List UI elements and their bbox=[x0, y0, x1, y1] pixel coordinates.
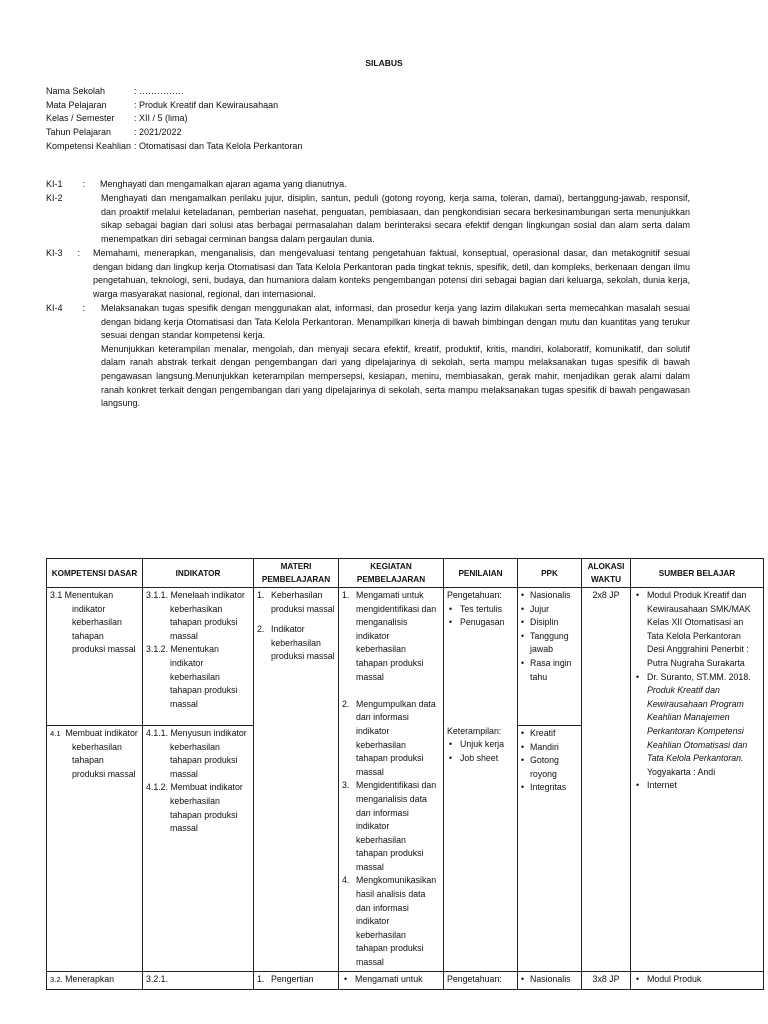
indikator-cell: 3.2.1. bbox=[143, 972, 254, 990]
kegiatan-list bbox=[342, 589, 440, 970]
ki-code: KI-4 : bbox=[46, 303, 86, 313]
ppk-list bbox=[521, 973, 578, 987]
info-value: : Otomatisasi dan Tata Kelola Perkantoran bbox=[134, 140, 303, 151]
list-item: • Modul Produk bbox=[634, 973, 760, 987]
list-item: • Job sheet bbox=[447, 752, 514, 766]
info-row bbox=[46, 126, 302, 140]
ki-text-continued: Menunjukkan keterampilan menalar, mengolah, dan menyaji secara efektif, kreatif, produktif, kritis, mandiri, kolaboratif, komunikatif, dan solutif dalam ranah abstrak terkait dengan pengembangan dari yang dipelajarinya di sekolah, serta mampu melaksanakan tugas spesifik di bawah pengawasan langsung.Menunjukkan keterampilan mempersepsi, kesiapan, meniru, membiasakan, gerak mahir, menjadikan gerak alami dalam ranah konkret terkait dengan pengembangan dari yang dipelajarinya di sekolah, serta mampu melaksanakan tugas spesifik di bawah pengawasan langsung. bbox=[101, 343, 690, 409]
table-header-row bbox=[47, 559, 764, 588]
sumber-cell bbox=[631, 972, 764, 990]
list-text: Mengidentifikasi dan menganalisis data dan informasi indikator keberhasilan tahapan produksi massal bbox=[356, 780, 437, 872]
list-item: • Kreatif bbox=[521, 727, 578, 741]
list-number: 4. bbox=[342, 875, 350, 886]
indikator-cell bbox=[143, 588, 254, 726]
ki-text: Menghayati dan mengamalkan ajaran agama yang dianutnya. bbox=[100, 179, 347, 189]
kd-description: Membuat indikator keberhasilan tahapan produksi massal bbox=[65, 728, 138, 779]
source-publisher: Yogyakarta : Andi bbox=[647, 766, 716, 777]
list-item: • Modul Produk Kreatif dan Kewirausahaan SMK/MAK Kelas XII Otomatisasi an Tata Kelola Perkantoran Desi Anggrahini Penerbit : Putra Nugraha Surakarta bbox=[634, 589, 760, 671]
kd-text bbox=[50, 727, 139, 781]
list-number: 1. bbox=[257, 590, 265, 600]
school-info bbox=[46, 85, 302, 153]
list-item bbox=[342, 779, 440, 874]
header-penilaian: PENILAIAN bbox=[444, 559, 518, 588]
syllabus-table bbox=[46, 558, 764, 990]
info-row bbox=[46, 140, 302, 154]
kd-number: 4.1 bbox=[50, 729, 61, 738]
info-row bbox=[46, 99, 302, 113]
list-text: Mengamati untuk mengidentifikasi dan menganalisis indikator keberhasilan tahapan produksi massal bbox=[356, 590, 437, 682]
list-item: • Mandiri bbox=[521, 741, 578, 755]
list-item bbox=[342, 874, 440, 969]
table-row bbox=[47, 972, 764, 990]
ppk-cell bbox=[518, 972, 582, 990]
list-number: 3. bbox=[342, 780, 350, 791]
table-row bbox=[47, 588, 764, 726]
kegiatan-cell bbox=[339, 588, 444, 972]
ki-code: KI-1 : bbox=[46, 179, 86, 189]
list-item bbox=[257, 589, 335, 616]
list-number: 1. bbox=[342, 590, 350, 600]
header-indikator: INDIKATOR bbox=[143, 559, 254, 588]
info-label: Tahun Pelajaran bbox=[46, 127, 112, 138]
list-item: • Nasionalis bbox=[521, 973, 578, 987]
penilaian-list bbox=[447, 603, 514, 630]
ki-text: Menghayati dan mengamalkan perilaku jujur, disiplin, santun, peduli (gotong royong, kerja sama, toleran, damai), bertanggung-jawab, responsif, dan proaktif melalui keteladanan, pemberian nasehat, penguatan, pembiasaan, dan pengkondisian secara berkesinambungan serta menunjukkan sikap sebagai bagian dari solusi atas berbagai permasalahan dalam berinteraksi secara efektif dengan lingkungan sosial dan alam serta dalam menempatkan diri sebagai cerminan bangsa dalam pergaulan dunia. bbox=[101, 193, 690, 244]
kegiatan-list bbox=[342, 973, 440, 987]
sumber-list bbox=[634, 973, 760, 987]
ki-text: Melaksanakan tugas spesifik dengan menggunakan alat, informasi, dan prosedur kerja yang lazim dilakukan serta memecahkan masalah sesuai dengan bidang kerja Otomatisasi dan Tata Kelola Perkantoran. Menampilkan kinerja di bawah bimbingan dengan mutu dan kuantitas yang terukur sesuai dengan standar kompetensi kerja. bbox=[101, 303, 690, 341]
info-row bbox=[46, 85, 302, 99]
kd-text: 3.1 Menentukan indikator keberhasilan tahapan produksi massal bbox=[50, 590, 136, 655]
header-sumber: SUMBER BELAJAR bbox=[631, 559, 764, 588]
list-text: Pengertian bbox=[271, 974, 314, 984]
info-value: : 2021/2022 bbox=[134, 127, 182, 138]
materi-cell bbox=[254, 588, 339, 972]
ki-4 bbox=[46, 302, 690, 411]
list-item: • Mengamati untuk bbox=[342, 973, 440, 987]
header-materi: MATERI PEMBELAJARAN bbox=[254, 559, 339, 588]
indikator-item: 3.1.1. Menelaah indikator keberhasikan tahapan produksi massal bbox=[146, 590, 245, 641]
list-item: • Rasa ingin tahu bbox=[521, 657, 578, 684]
indikator-item: 4.1.1. Menyusun indikator keberhasilan tahapan produksi massal bbox=[146, 728, 247, 779]
ki-2 bbox=[46, 192, 690, 246]
kd-cell bbox=[47, 726, 143, 972]
list-item: • Gotong royong bbox=[521, 754, 578, 781]
header-kompetensi-dasar: KOMPETENSI DASAR bbox=[47, 559, 143, 588]
penilaian-list bbox=[447, 738, 514, 765]
list-item bbox=[257, 623, 335, 664]
indikator-cell bbox=[143, 726, 254, 972]
kd-cell bbox=[47, 972, 143, 990]
source-author: Dr. Suranto, ST.MM. 2018. bbox=[647, 671, 751, 682]
header-alokasi: ALOKASI WAKTU bbox=[582, 559, 631, 588]
list-number: 1. bbox=[257, 974, 265, 984]
kd-number: 3.2. bbox=[50, 975, 63, 984]
list-item: • Penugasan bbox=[447, 616, 514, 630]
list-item: • Integritas bbox=[521, 781, 578, 795]
kd-cell bbox=[47, 588, 143, 726]
list-item: • Unjuk kerja bbox=[447, 738, 514, 752]
ppk-list bbox=[521, 589, 578, 684]
ppk-list bbox=[521, 727, 578, 795]
list-item: • Tanggung jawab bbox=[521, 630, 578, 657]
list-item bbox=[257, 973, 335, 987]
list-text: Indikator keberhasilan produksi massal bbox=[271, 624, 335, 662]
ki-code: KI-3 : bbox=[46, 248, 81, 258]
list-item bbox=[634, 671, 760, 780]
info-value: : …………… bbox=[134, 86, 185, 96]
document-title: SILABUS bbox=[365, 58, 403, 68]
header-ppk: PPK bbox=[518, 559, 582, 588]
ki-1 bbox=[46, 178, 690, 192]
list-number: 2. bbox=[342, 698, 350, 709]
alokasi-cell: 2x8 JP bbox=[582, 588, 631, 972]
list-item: • Disiplin bbox=[521, 616, 578, 630]
list-item bbox=[342, 589, 440, 684]
info-label: Nama Sekolah bbox=[46, 86, 106, 96]
penilaian-cell bbox=[444, 588, 518, 972]
info-label: Kompetensi Keahlian bbox=[46, 140, 132, 151]
penilaian-label: Pengetahuan: bbox=[447, 590, 502, 600]
kegiatan-cell bbox=[339, 972, 444, 990]
alokasi-cell: 3x8 JP bbox=[582, 972, 631, 990]
info-value: : XII / 5 (lima) bbox=[134, 113, 188, 124]
list-item: • Internet bbox=[634, 779, 760, 793]
info-value: : Produk Kreatif dan Kewirausahaan bbox=[134, 99, 279, 110]
list-text: Mengumpulkan data dan informasi indikator keberhasilan tahapan produksi massal bbox=[356, 698, 436, 777]
list-item: • Tes tertulis bbox=[447, 603, 514, 617]
ppk-cell bbox=[518, 726, 582, 972]
header-kegiatan: KEGIATAN PEMBELAJARAN bbox=[339, 559, 444, 588]
sumber-cell bbox=[631, 588, 764, 972]
materi-list bbox=[257, 973, 335, 987]
info-row bbox=[46, 112, 302, 126]
indikator-item: 3.1.2. Menentukan indikator keberhasilan tahapan produksi massal bbox=[146, 644, 238, 709]
penilaian-cell: Pengetahuan: bbox=[444, 972, 518, 990]
ki-code: KI-2 bbox=[46, 193, 63, 203]
info-label: Mata Pelajaran bbox=[46, 99, 107, 110]
ki-text: Memahami, menerapkan, menganalisis, dan mengevaluasi tentang pengetahuan faktual, konseptual, operasional dasar, dan metakognitif sesuai dengan bidang dan lingkup kerja Otomatisasi dan Tata Kelola Perkantoran pada tingkat teknis, spesifik, detil, dan kompleks, berkenaan dengan ilmu pengetahuan, teknologi, seni, budaya, dan humaniora dalam konteks pengembangan potensi diri sebagai bagian dari keluarga, sekolah, dunia kerja, warga masyarakat nasional, regional, dan internasional. bbox=[93, 248, 690, 299]
list-text: Mengkomunikasikan hasil analisis data dan informasi indikator keberhasilan tahapan produksi massal bbox=[356, 875, 437, 968]
list-item bbox=[342, 698, 440, 780]
ppk-cell bbox=[518, 588, 582, 726]
list-item: • Nasionalis bbox=[521, 589, 578, 603]
list-number: 2. bbox=[257, 624, 265, 635]
list-item: • Jujur bbox=[521, 603, 578, 617]
materi-list bbox=[257, 589, 335, 664]
penilaian-label: Keterampilan: bbox=[447, 725, 502, 736]
kd-description: Menerapkan bbox=[65, 974, 115, 984]
source-title: Produk Kreatif dan Kewirausahaan Program Keahlian Manajemen Perkantoran Kompetensi Keahlian Otomatisasi dan Tata Kelola Perkantoran. bbox=[647, 685, 748, 764]
sumber-list bbox=[634, 589, 760, 793]
indikator-item: 4.1.2. Membuat indikator keberhasilan tahapan produksi massal bbox=[146, 782, 243, 834]
materi-cell bbox=[254, 972, 339, 990]
info-label: Kelas / Semester bbox=[46, 113, 115, 124]
ki-3 bbox=[46, 247, 690, 301]
list-text: Keberhasilan produksi massal bbox=[271, 590, 335, 614]
